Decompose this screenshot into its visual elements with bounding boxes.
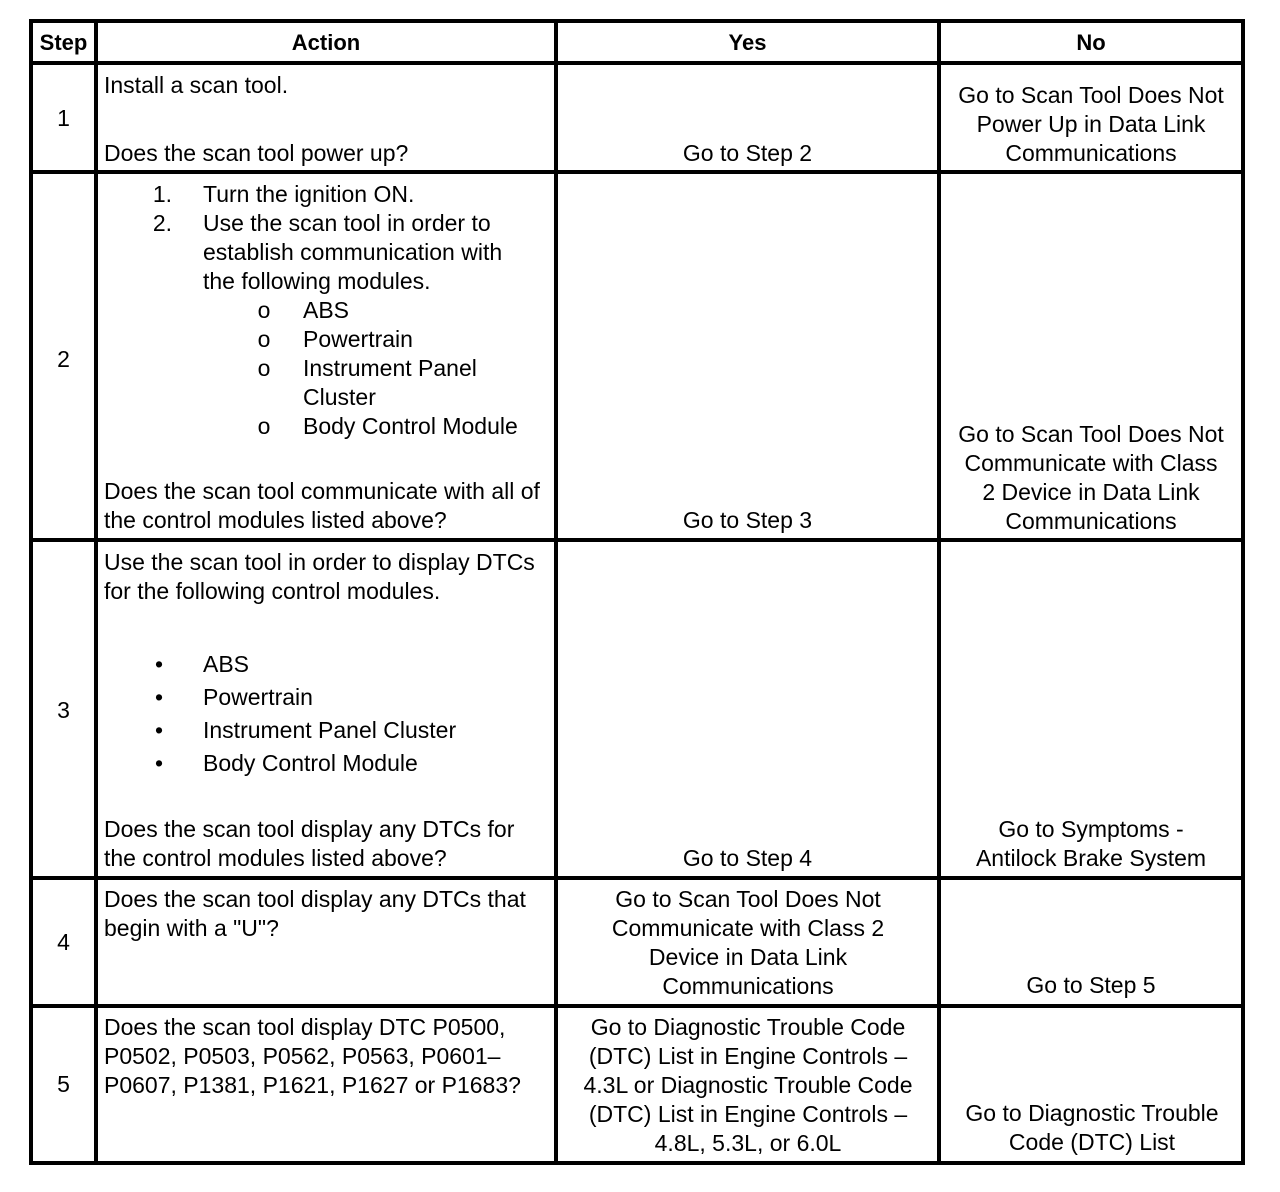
column-divider (554, 23, 558, 1165)
no-result: Go to Diagnostic Trouble Code (DTC) List (965, 1100, 1219, 1155)
header-step: Step (39, 30, 88, 55)
action-question: Does the scan tool display any DTCs that begin with a "U"? (104, 886, 526, 941)
bullet-icon: o (257, 326, 271, 352)
bullet-icon: • (154, 717, 164, 743)
no-result: Go to Scan Tool Does Not Power Up in Data Link Communications (958, 82, 1224, 166)
action-instruction: Install a scan tool. (104, 72, 289, 98)
action-question: Does the scan tool display any DTCs for the control modules listed above? (104, 816, 515, 871)
list-item (100, 747, 550, 780)
header-yes: Yes (728, 30, 767, 55)
no-result: Go to Symptoms - Antilock Brake System (975, 816, 1207, 871)
list-item (100, 325, 550, 354)
list-number: 2. (152, 210, 172, 236)
list-item (100, 180, 550, 209)
row-divider (29, 61, 1245, 65)
step-number: 4 (57, 929, 70, 955)
list-item (100, 209, 550, 296)
action-question: Does the scan tool display DTC P0500, P0502, P0503, P0562, P0563, P0601–P0607, P1381, P1621, P1627 or P1683? (104, 1014, 521, 1098)
list-item (100, 354, 550, 412)
no-result: Go to Step 5 (1026, 972, 1156, 998)
row-divider (29, 1004, 1245, 1008)
step-number: 5 (57, 1071, 70, 1097)
bullet-icon: • (154, 684, 164, 710)
step-number: 1 (57, 105, 70, 131)
module-name: Body Control Module (203, 750, 418, 776)
list-item (100, 648, 550, 681)
module-name: ABS (303, 297, 350, 323)
no-result: Go to Scan Tool Does Not Communicate with Class 2 Device in Data Link Communications (958, 421, 1224, 534)
header-action: Action (291, 30, 361, 55)
bullet-icon: • (154, 750, 164, 776)
header-no: No (1076, 30, 1106, 55)
yes-result: Go to Step 3 (682, 507, 813, 533)
yes-result: Go to Scan Tool Does Not Communicate with Class 2 Device in Data Link Communications (611, 886, 885, 999)
yes-result: Go to Step 2 (682, 140, 813, 166)
list-item (100, 296, 550, 325)
list-item (100, 714, 550, 747)
action-steps-list (100, 180, 550, 441)
action-question: Does the scan tool power up? (104, 140, 409, 166)
module-name: Powertrain (303, 326, 413, 352)
bullet-icon: o (257, 355, 271, 381)
bullet-icon: • (154, 651, 164, 677)
list-text: Use the scan tool in order to establish communication with the following modules. (203, 210, 503, 294)
module-name: Body Control Module (303, 413, 518, 439)
step-number: 2 (57, 346, 70, 372)
module-name: ABS (203, 651, 250, 677)
yes-result: Go to Diagnostic Trouble Code (DTC) List in Engine Controls – 4.3L or Diagnostic Trouble Code (DTC) List in Engine Controls – 4.8L, 5.3L, or 6.0L (583, 1014, 913, 1156)
bullet-icon: o (257, 413, 271, 439)
list-item (100, 681, 550, 714)
module-name: Powertrain (203, 684, 313, 710)
column-divider (94, 23, 98, 1165)
action-question: Does the scan tool communicate with all of the control modules listed above? (104, 478, 540, 533)
bullet-icon: o (257, 297, 271, 323)
module-name: Instrument Panel Cluster (203, 717, 457, 743)
list-number: 1. (152, 181, 172, 207)
row-divider (29, 170, 1245, 174)
module-name: Instrument Panel Cluster (303, 355, 477, 410)
list-item (100, 412, 550, 441)
yes-result: Go to Step 4 (682, 845, 813, 871)
action-instruction: Use the scan tool in order to display DTCs for the following control modules. (104, 549, 535, 604)
row-divider (29, 876, 1245, 880)
row-divider (29, 538, 1245, 542)
module-list (100, 648, 550, 780)
step-number: 3 (57, 697, 70, 723)
list-text: Turn the ignition ON. (203, 181, 415, 207)
